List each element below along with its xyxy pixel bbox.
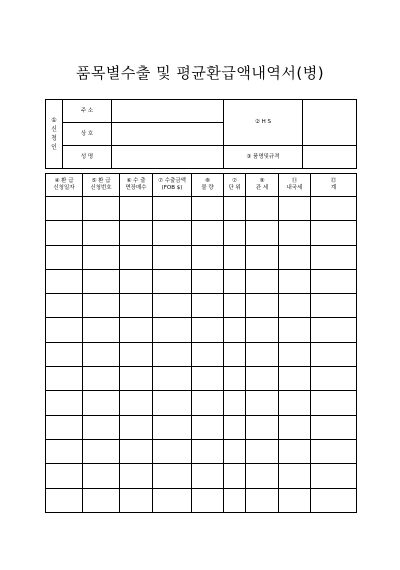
table-cell[interactable]	[192, 221, 224, 245]
applicant-table	[45, 99, 357, 169]
table-cell[interactable]	[83, 391, 120, 415]
table-cell[interactable]	[46, 269, 83, 293]
table-cell[interactable]	[46, 294, 83, 318]
column-header-2	[83, 174, 120, 197]
column-number: ⑫	[330, 178, 337, 184]
table-cell[interactable]	[311, 439, 357, 463]
table-row	[46, 464, 357, 488]
column-label: 관 세	[255, 185, 269, 191]
table-cell[interactable]	[279, 221, 311, 245]
table-cell[interactable]	[311, 488, 357, 512]
table-cell[interactable]	[192, 197, 224, 221]
hs-value[interactable]	[303, 100, 357, 146]
table-cell[interactable]	[120, 464, 153, 488]
table-cell[interactable]	[311, 464, 357, 488]
table-row	[46, 197, 357, 221]
table-cell[interactable]	[192, 464, 224, 488]
table-cell[interactable]	[120, 439, 153, 463]
table-cell[interactable]	[192, 269, 224, 293]
table-row	[46, 391, 357, 415]
table-row	[46, 245, 357, 269]
table-cell[interactable]	[224, 245, 246, 269]
column-label: 계	[330, 185, 337, 191]
table-cell[interactable]	[120, 269, 153, 293]
company-label: 상 호	[63, 123, 112, 146]
table-cell[interactable]	[279, 415, 311, 439]
spec-value[interactable]	[303, 146, 357, 169]
table-cell[interactable]	[192, 318, 224, 342]
column-header-7	[246, 174, 279, 197]
table-cell[interactable]	[192, 294, 224, 318]
table-cell[interactable]	[153, 415, 192, 439]
column-number: ⑨	[259, 178, 265, 184]
table-cell[interactable]	[120, 391, 153, 415]
table-cell[interactable]	[192, 488, 224, 512]
table-cell[interactable]	[224, 221, 246, 245]
table-cell[interactable]	[120, 342, 153, 366]
hs-label: ② H S	[224, 100, 303, 146]
table-cell[interactable]	[83, 294, 120, 318]
column-label: 신청번호	[90, 185, 112, 191]
table-cell[interactable]	[246, 342, 279, 366]
table-cell[interactable]	[120, 197, 153, 221]
table-cell[interactable]	[246, 318, 279, 342]
column-header-3	[120, 174, 153, 197]
table-cell[interactable]	[192, 367, 224, 391]
table-cell[interactable]	[311, 318, 357, 342]
table-cell[interactable]	[224, 439, 246, 463]
table-cell[interactable]	[246, 245, 279, 269]
table-cell[interactable]	[46, 367, 83, 391]
table-cell[interactable]	[83, 464, 120, 488]
table-row	[46, 294, 357, 318]
table-cell[interactable]	[279, 464, 311, 488]
table-cell[interactable]	[224, 318, 246, 342]
table-cell[interactable]	[246, 488, 279, 512]
table-cell[interactable]	[279, 318, 311, 342]
table-cell[interactable]	[46, 415, 83, 439]
table-cell[interactable]	[83, 269, 120, 293]
table-cell[interactable]	[279, 488, 311, 512]
table-row	[46, 318, 357, 342]
table-cell[interactable]	[120, 415, 153, 439]
address-value[interactable]	[112, 100, 224, 123]
table-cell[interactable]	[46, 318, 83, 342]
table-cell[interactable]	[311, 367, 357, 391]
table-cell[interactable]	[46, 245, 83, 269]
table-cell[interactable]	[224, 464, 246, 488]
company-value[interactable]	[112, 123, 224, 146]
table-cell[interactable]	[279, 294, 311, 318]
table-cell[interactable]	[153, 488, 192, 512]
table-cell[interactable]	[311, 245, 357, 269]
table-cell[interactable]	[192, 415, 224, 439]
column-label: 단 위	[228, 185, 241, 191]
column-number: ⑧	[205, 178, 210, 184]
table-cell[interactable]	[192, 342, 224, 366]
table-row	[46, 221, 357, 245]
table-cell[interactable]	[46, 464, 83, 488]
table-cell[interactable]	[246, 439, 279, 463]
table-cell[interactable]	[311, 197, 357, 221]
table-cell[interactable]	[83, 245, 120, 269]
table-cell[interactable]	[246, 464, 279, 488]
table-cell[interactable]	[83, 488, 120, 512]
items-table	[45, 173, 357, 513]
column-number: ⑦	[232, 178, 237, 184]
table-cell[interactable]	[153, 464, 192, 488]
spec-label: ③ 품명및규격	[224, 146, 303, 169]
table-cell[interactable]	[279, 391, 311, 415]
table-cell[interactable]	[246, 221, 279, 245]
column-number: ⑥ 수 출	[126, 178, 146, 184]
table-cell[interactable]	[224, 391, 246, 415]
table-cell[interactable]	[311, 294, 357, 318]
table-cell[interactable]	[120, 294, 153, 318]
table-cell[interactable]	[311, 221, 357, 245]
table-cell[interactable]	[224, 342, 246, 366]
table-cell[interactable]	[83, 439, 120, 463]
table-cell[interactable]	[83, 318, 120, 342]
table-cell[interactable]	[46, 488, 83, 512]
table-cell[interactable]	[224, 197, 246, 221]
name-label: 성 명	[63, 146, 112, 169]
applicant-section-label	[46, 100, 63, 169]
column-header-4	[153, 174, 192, 197]
table-cell[interactable]	[224, 294, 246, 318]
table-cell[interactable]	[153, 318, 192, 342]
table-cell[interactable]	[311, 415, 357, 439]
table-cell[interactable]	[46, 342, 83, 366]
column-label: 물 량	[201, 185, 214, 191]
column-number: ⑤ 환 급	[91, 178, 111, 184]
table-cell[interactable]	[120, 245, 153, 269]
table-row	[46, 488, 357, 512]
table-cell[interactable]	[46, 391, 83, 415]
table-row	[46, 269, 357, 293]
table-cell[interactable]	[279, 367, 311, 391]
table-cell[interactable]	[279, 439, 311, 463]
table-cell[interactable]	[46, 197, 83, 221]
table-cell[interactable]	[279, 245, 311, 269]
table-cell[interactable]	[83, 221, 120, 245]
table-row	[46, 342, 357, 366]
table-cell[interactable]	[192, 245, 224, 269]
column-label: (FOB $)	[161, 185, 183, 191]
column-number: ④ 환 급	[54, 178, 74, 184]
address-label: 주 소	[63, 100, 112, 123]
table-cell[interactable]	[246, 269, 279, 293]
table-cell[interactable]	[224, 367, 246, 391]
table-cell[interactable]	[246, 197, 279, 221]
column-header-9	[311, 174, 357, 197]
table-cell[interactable]	[246, 391, 279, 415]
table-row	[46, 439, 357, 463]
column-number: ⑦ 수출금액	[158, 178, 186, 184]
table-cell[interactable]	[153, 342, 192, 366]
table-cell[interactable]	[224, 488, 246, 512]
table-cell[interactable]	[192, 391, 224, 415]
table-cell[interactable]	[83, 197, 120, 221]
table-cell[interactable]	[83, 367, 120, 391]
table-cell[interactable]	[120, 318, 153, 342]
table-cell[interactable]	[279, 269, 311, 293]
column-label: 신청일자	[53, 185, 75, 191]
table-cell[interactable]	[246, 294, 279, 318]
table-cell[interactable]	[83, 342, 120, 366]
table-cell[interactable]	[153, 245, 192, 269]
table-cell[interactable]	[153, 367, 192, 391]
column-header-5	[192, 174, 224, 197]
column-label: 면장매수	[125, 185, 147, 191]
table-cell[interactable]	[224, 269, 246, 293]
table-cell[interactable]	[279, 197, 311, 221]
table-cell[interactable]	[153, 221, 192, 245]
table-cell[interactable]	[246, 415, 279, 439]
table-row	[46, 367, 357, 391]
table-cell[interactable]	[46, 439, 83, 463]
table-cell[interactable]	[46, 221, 83, 245]
table-cell[interactable]	[153, 439, 192, 463]
table-cell[interactable]	[120, 221, 153, 245]
table-cell[interactable]	[120, 488, 153, 512]
table-cell[interactable]	[224, 415, 246, 439]
column-header-1	[46, 174, 83, 197]
table-cell[interactable]	[311, 269, 357, 293]
table-cell[interactable]	[311, 342, 357, 366]
column-number: ⑪	[291, 178, 298, 184]
table-cell[interactable]	[153, 391, 192, 415]
name-value[interactable]	[112, 146, 224, 169]
table-cell[interactable]	[311, 391, 357, 415]
table-cell[interactable]	[246, 367, 279, 391]
column-header-8	[279, 174, 311, 197]
table-cell[interactable]	[192, 439, 224, 463]
applicant-section-text: ① 신 청 인	[51, 117, 57, 151]
column-header-6	[224, 174, 246, 197]
table-row	[46, 415, 357, 439]
table-cell[interactable]	[83, 415, 120, 439]
table-cell[interactable]	[153, 197, 192, 221]
document-title: 품목별수출 및 평균환급액내역서(병)	[75, 64, 325, 82]
table-cell[interactable]	[120, 367, 153, 391]
column-label: 내국세	[286, 185, 303, 191]
table-cell[interactable]	[153, 294, 192, 318]
table-cell[interactable]	[153, 269, 192, 293]
table-cell[interactable]	[279, 342, 311, 366]
